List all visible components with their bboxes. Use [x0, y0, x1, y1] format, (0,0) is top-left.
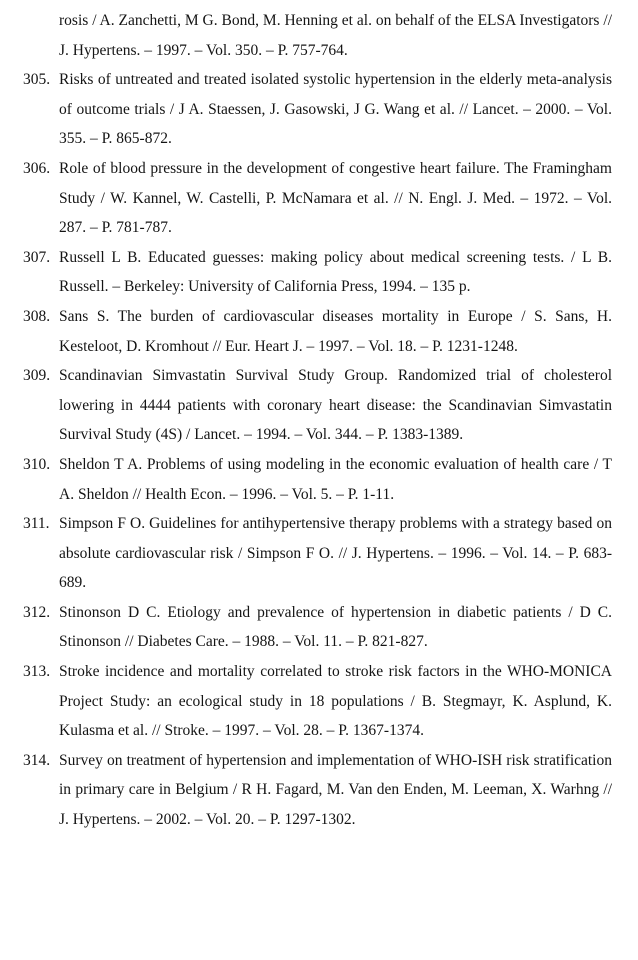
reference-text: Sheldon T A. Problems of using modeling in the economic evaluation of health care / T A. Sheldon // Health Econ. – 1996. – Vol. 5. – P. 1-11.	[59, 455, 612, 503]
reference-number: 312.	[23, 603, 51, 621]
reference-number: 306.	[23, 159, 51, 177]
reference-number: 314.	[23, 751, 51, 769]
reference-text: Risks of untreated and treated isolated systolic hypertension in the elderly meta-analysis of outcome trials / J A. Staessen, J. Gasowski, J G. Wang et al. // Lancet. – 2000. – Vol. 355. – P. 865-872.	[59, 71, 612, 148]
reference-text: Role of blood pressure in the development of congestive heart failure. The Framingham Study / W. Kannel, W. Castelli, P. McNamara et al. // N. Engl. J. Med. – 1972. – Vol. 287. – P. 781-787.	[59, 159, 612, 237]
reference-number: 308.	[23, 307, 51, 325]
reference-number: 309.	[23, 367, 51, 385]
reference-item	[0, 598, 638, 657]
reference-item	[0, 302, 638, 361]
reference-item	[0, 746, 638, 835]
reference-list	[0, 6, 638, 835]
reference-item	[0, 657, 638, 746]
reference-item	[0, 361, 638, 450]
reference-number: 311.	[23, 515, 50, 533]
reference-text: Scandinavian Simvastatin Survival Study Group. Randomized trial of cholesterol lowering in 4444 patients with coronary heart disease: the Scandinavian Simvastatin Survival Study (4S) / Lancet. – 1994. – Vol. 344. – P. 1383-1389.	[59, 367, 612, 444]
reference-text: rosis / A. Zanchetti, M G. Bond, M. Henning et al. on behalf of the ELSA Investigators // J. Hypertens. – 1997. – Vol. 350. – P. 757-764.	[59, 12, 612, 59]
reference-number: 310.	[23, 455, 51, 473]
reference-text: Sans S. The burden of cardiovascular diseases mortality in Europe / S. Sans, H. Kesteloot, D. Kromhout // Eur. Heart J. – 1997. – Vol. 18. – P. 1231-1248.	[59, 307, 612, 355]
reference-item	[0, 65, 638, 154]
reference-text: Survey on treatment of hypertension and implementation of WHO-ISH risk stratification in primary care in Belgium / R H. Fagard, M. Van den Enden, M. Leeman, X. Warhng // J. Hypertens. – 2002. – Vol. 20. – P. 1297-1302.	[59, 751, 612, 829]
reference-text: Russell L B. Educated guesses: making policy about medical screening tests. / L B. Russell. – Berkeley: University of California Press, 1994. – 135 p.	[59, 248, 612, 296]
reference-item	[0, 509, 638, 598]
reference-item	[0, 243, 638, 302]
reference-number: 313.	[23, 663, 51, 681]
reference-text: Simpson F O. Guidelines for antihypertensive therapy problems with a strategy based on absolute cardiovascular risk / Simpson F O. // J. Hypertens. – 1996. – Vol. 14. – P. 683-689.	[59, 515, 612, 592]
reference-text: Stinonson D C. Etiology and prevalence of hypertension in diabetic patients / D C. Stinonson // Diabetes Care. – 1988. – Vol. 11. – P. 821-827.	[59, 603, 612, 651]
reference-item	[0, 6, 638, 65]
reference-item	[0, 154, 638, 243]
reference-number: 307.	[23, 248, 51, 266]
reference-number: 305.	[23, 71, 51, 89]
reference-text: Stroke incidence and mortality correlated to stroke risk factors in the WHO-MONICA Project Study: an ecological study in 18 populations / B. Stegmayr, K. Asplund, K. Kulasma et al. // Stroke. – 1997. – Vol. 28. – P. 1367-1374.	[59, 663, 612, 740]
reference-item	[0, 450, 638, 509]
